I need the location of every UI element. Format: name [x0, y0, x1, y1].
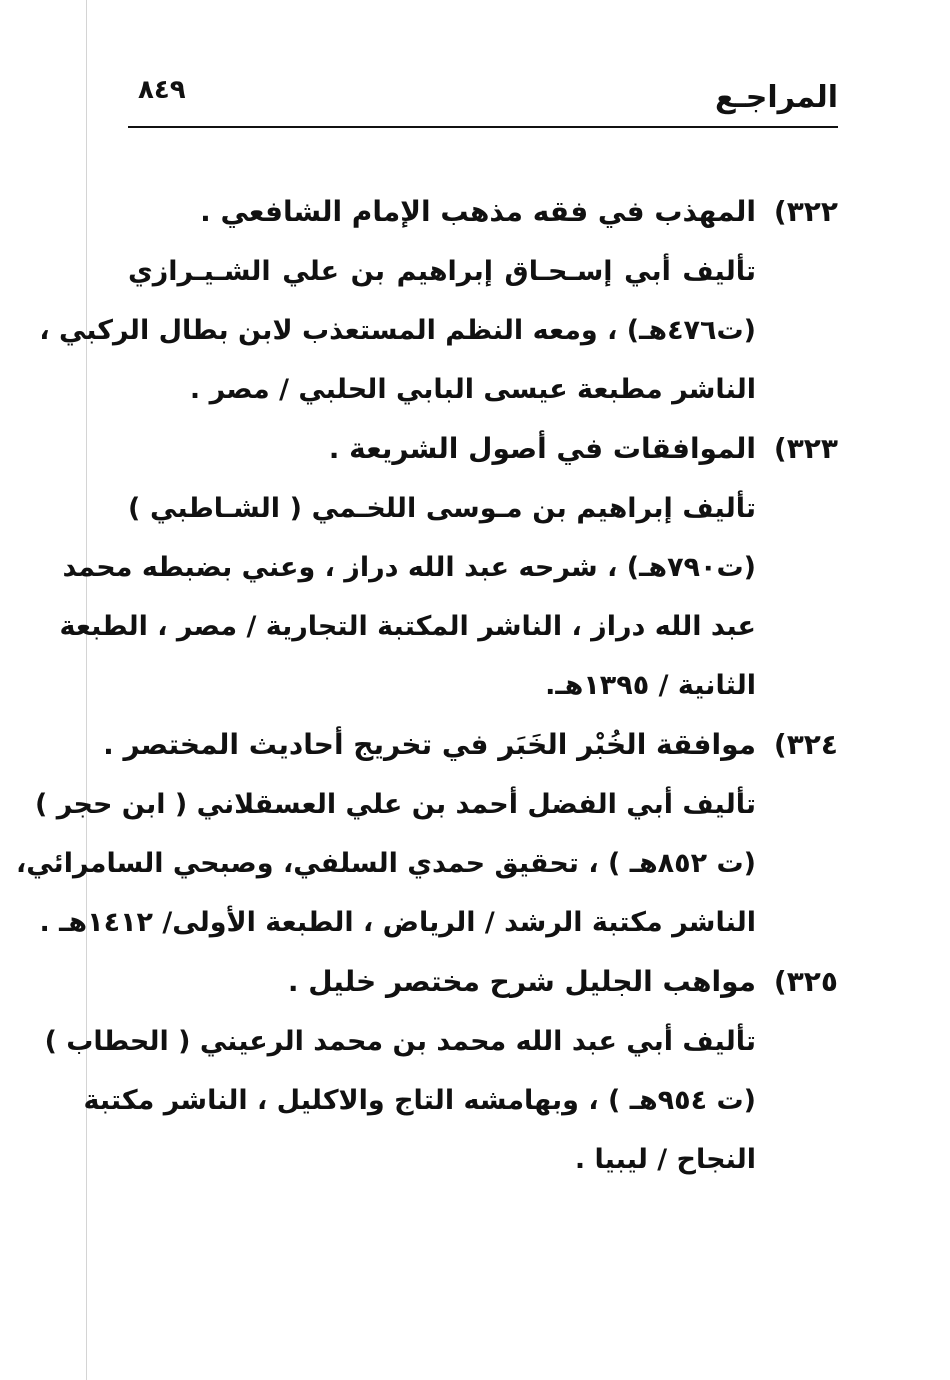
page-number: ٨٤٩: [138, 75, 186, 105]
entry-line: عبد الله دراز ، الناشر المكتبة التجارية / مصر ، الطبعة: [59, 611, 756, 642]
entry-number: ٣٢٢): [773, 195, 838, 228]
entry-number: ٣٢٥): [773, 965, 838, 998]
entry-body: [15, 775, 756, 952]
page-header: [128, 62, 838, 128]
entry-body: [39, 242, 756, 419]
entry-heading: [128, 419, 838, 479]
entry-line: الناشر مطبعة عيسى البابي الحلبي / مصر .: [189, 374, 756, 405]
entry-heading: [103, 715, 838, 775]
entry-line: (ت٤٧٦هـ) ، ومعه النظم المستعذب لابن بطال الركبي ،: [39, 315, 756, 346]
entry-line: تأليف أبي الفضل أحمد بن علي العسقلاني ( ابن حجر ): [34, 789, 756, 820]
entry-number: ٣٢٣): [773, 432, 838, 465]
reference-entry-323: [59, 419, 838, 715]
header-rule: [128, 126, 838, 128]
reference-entry-322: [39, 182, 838, 419]
reference-entry-325: [44, 952, 838, 1189]
entry-title: موافقة الخُبْر الخَبَر في تخريج أحاديث المختصر .: [103, 728, 756, 761]
entry-line: النجاح / ليبيا .: [574, 1144, 756, 1175]
entry-number: ٣٢٤): [773, 728, 838, 761]
entry-line: تأليف أبي عبد الله محمد بن محمد الرعيني ( الحطاب ): [44, 1026, 756, 1057]
entry-title: المهذب في فقه مذهب الإمام الشافعي .: [200, 195, 756, 228]
entry-body: [59, 479, 756, 715]
entry-title: الموافقات في أصول الشريعة .: [328, 432, 756, 465]
reference-entry-324: [15, 715, 838, 952]
entry-heading: [128, 952, 838, 1012]
entry-line: (ت ٨٥٢هـ ) ، تحقيق حمدي السلفي، وصبحي السامرائي،: [15, 848, 756, 879]
page-binding-line: [86, 0, 87, 1380]
entry-title: مواهب الجليل شرح مختصر خليل .: [287, 965, 756, 998]
entry-line: تأليف إبراهيم بن مـوسى اللخـمي ( الشـاطبي ): [128, 493, 756, 524]
entry-line: الناشر مكتبة الرشد / الرياض ، الطبعة الأولى/ ١٤١٢هـ .: [39, 907, 756, 938]
entry-body: [44, 1012, 756, 1189]
running-title: المراجـع: [715, 80, 838, 115]
entry-line: الثانية / ١٣٩٥هـ.: [545, 670, 756, 701]
entry-heading: [128, 182, 838, 242]
entry-line: (ت٧٩٠هـ) ، شرحه عبد الله دراز ، وعني بضبطه محمد: [62, 552, 756, 583]
entry-line: تأليف أبي إسـحـاق إبراهيم بن علي الشـيـرازي: [128, 256, 756, 287]
references-list: [15, 182, 838, 1189]
entry-line: (ت ٩٥٤هـ ) ، وبهامشه التاج والاكليل ، الناشر مكتبة: [83, 1085, 756, 1116]
